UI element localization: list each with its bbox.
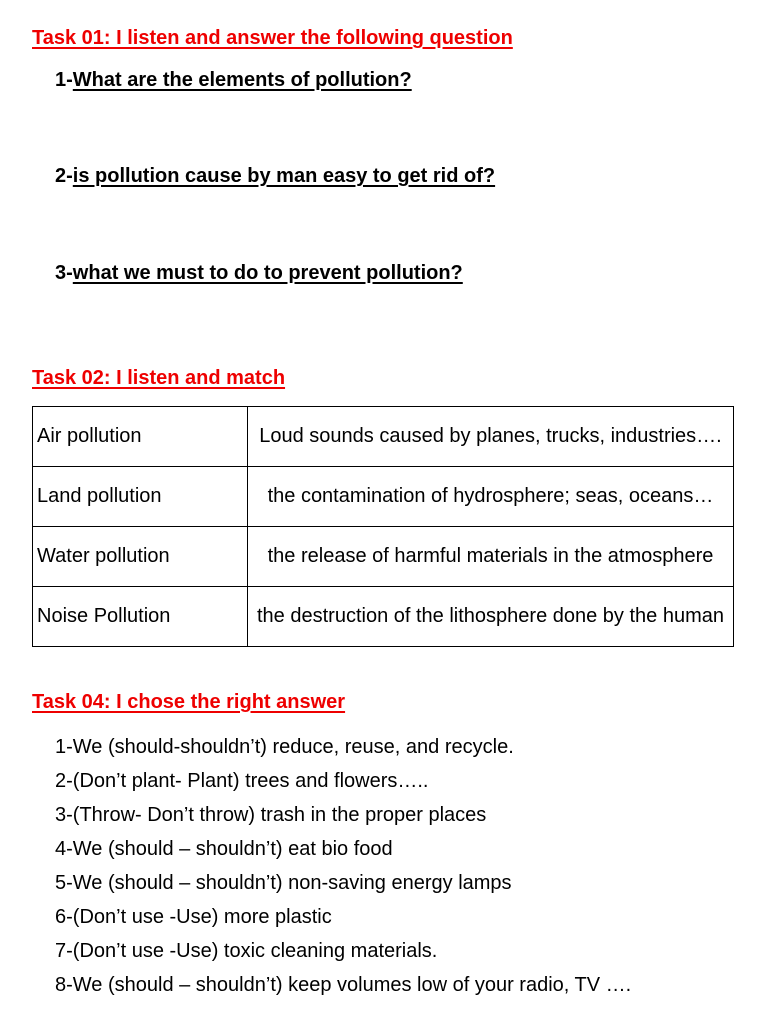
list-item: 3-(Throw- Don’t throw) trash in the proper places xyxy=(55,804,487,826)
question-text: What are the elements of pollution? xyxy=(72,69,412,91)
answer-list xyxy=(55,730,631,1002)
pollution-type-cell: Land pollution xyxy=(33,467,248,527)
pollution-type-cell: Air pollution xyxy=(33,407,248,467)
task2-heading: Task 02: I listen and match xyxy=(32,367,286,389)
question-number: 2- xyxy=(55,165,73,187)
list-item: 8-We (should – shouldn’t) keep volumes low of your radio, TV …. xyxy=(55,974,632,996)
question-text: what we must to do to prevent pollution? xyxy=(72,262,463,284)
definition-cell: the destruction of the lithosphere done by the human xyxy=(248,587,734,647)
definition-cell: the release of harmful materials in the atmosphere xyxy=(248,527,734,587)
table-row xyxy=(33,467,734,527)
list-item: 4-We (should – shouldn’t) eat bio food xyxy=(55,838,393,860)
pollution-type-cell: Water pollution xyxy=(33,527,248,587)
question-number: 1- xyxy=(55,69,73,91)
question-3 xyxy=(55,262,463,285)
question-text: is pollution cause by man easy to get rid of? xyxy=(72,165,496,187)
question-1 xyxy=(55,69,412,92)
definition-cell: Loud sounds caused by planes, trucks, industries…. xyxy=(248,407,734,467)
list-item: 2-(Don’t plant- Plant) trees and flowers….. xyxy=(55,770,429,792)
table-row xyxy=(33,527,734,587)
definition-cell: the contamination of hydrosphere; seas, oceans… xyxy=(248,467,734,527)
list-item: 5-We (should – shouldn’t) non-saving energy lamps xyxy=(55,872,512,894)
question-number: 3- xyxy=(55,262,73,284)
pollution-type-cell: Noise Pollution xyxy=(33,587,248,647)
list-item: 6-(Don’t use -Use) more plastic xyxy=(55,906,332,928)
matching-table xyxy=(32,406,734,647)
task1-heading: Task 01: I listen and answer the following question xyxy=(32,27,513,49)
table-row xyxy=(33,587,734,647)
list-item: 7-(Don’t use -Use) toxic cleaning materials. xyxy=(55,940,438,962)
list-item: 1-We (should-shouldn’t) reduce, reuse, and recycle. xyxy=(55,736,514,758)
question-2 xyxy=(55,165,495,188)
task4-heading: Task 04: I chose the right answer xyxy=(32,691,346,713)
table-row xyxy=(33,407,734,467)
